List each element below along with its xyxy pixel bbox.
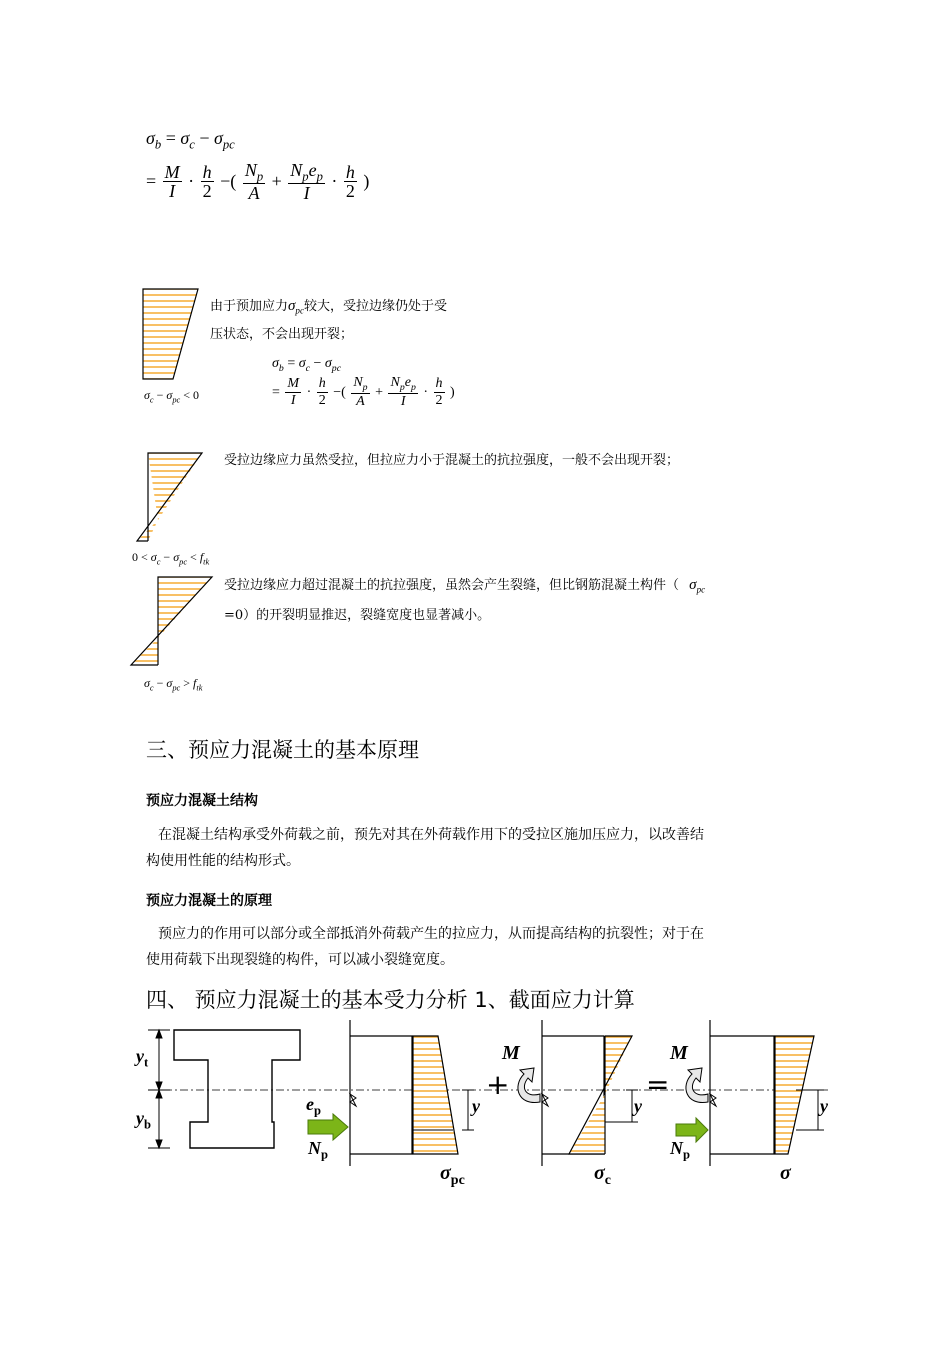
label-m-1: M <box>502 1042 520 1064</box>
fraction-npep-i: $\frac{N_pe_p}{I}$ <box>290 159 323 204</box>
section-4-title: 四、 预应力混凝土的基本受力分析 1、截面应力计算 <box>146 988 635 1012</box>
equals-sign: = <box>646 1068 670 1101</box>
label-y-1: y <box>472 1096 480 1116</box>
case-1-formula: $\sigma_b = \sigma_c - \sigma_{pc}$ = $\frac{M}{I}$ · $\frac{h}{2}$ −( $\frac{N_p}{A}$ + $\frac{N_pe_p}{I}$ · $\frac{h}{2}$ ) <box>272 356 455 409</box>
section-stress-diagram <box>128 1016 838 1192</box>
label-ep: $e_p$ <box>306 1094 322 1118</box>
case-2-text: 受拉边缘应力虽然受拉，但拉应力小于混凝土的抗拉强度，一般不会出现开裂； <box>224 453 680 468</box>
label-y-3: y <box>820 1096 828 1116</box>
plus-sign: + <box>486 1068 510 1101</box>
stress-diagram-case-3 <box>128 574 216 668</box>
label-np: $N_p$ <box>308 1138 329 1162</box>
label-np-2: $N_p$ <box>670 1138 691 1162</box>
label-y-2: y <box>634 1096 642 1116</box>
formula-top <box>146 128 369 204</box>
label-yb: $y_b$ <box>136 1108 152 1132</box>
case-3-text: 受拉边缘应力超过混凝土的抗拉强度，虽然会产生裂缝，但比钢筋混凝土构件（ $\sigma_{pc}$ =0）的开裂明显推迟，裂缝宽度也显著减小。 <box>224 577 706 623</box>
moment-diagram <box>518 1020 638 1166</box>
formula-line-1: $\sigma_b = \sigma_c - \sigma_{pc}$ <box>146 128 235 152</box>
section-3-sub1-text: 在混凝土结构承受外荷载之前，预先对其在外荷载作用下的受拉区施加压应力，以改善结 构使用性能的结构形式。 <box>146 827 704 869</box>
combined-diagram <box>676 1020 824 1166</box>
case-1-text: 由于预加应力$\sigma_{pc}$较大，受拉边缘仍处于受 压状态，不会出现开裂； <box>210 298 448 342</box>
moment-arrow-2 <box>686 1068 708 1103</box>
moment-arrow-1 <box>518 1068 540 1103</box>
label-sigma-pc: $\sigma_{pc}$ <box>440 1162 465 1188</box>
label-yt: $y_t$ <box>136 1046 149 1070</box>
fraction-np-a: $\frac{N_p}{A}$ <box>244 159 264 204</box>
section-3-sub2-title: 预应力混凝土的原理 <box>146 893 272 909</box>
stress-diagram-case-1 <box>140 286 202 382</box>
section-3-sub1-title: 预应力混凝土结构 <box>146 793 258 809</box>
dimension-lines <box>148 1030 170 1148</box>
label-sigma: σ <box>780 1162 791 1184</box>
fraction-h-2: $\frac{h}{2}$ <box>202 161 212 202</box>
label-m-2: M <box>670 1042 688 1064</box>
label-sigma-c: $\sigma_c$ <box>594 1162 611 1188</box>
section-3-title: 三、预应力混凝土的基本原理 <box>146 738 419 762</box>
i-section <box>174 1030 300 1148</box>
case-3-condition: $\sigma_c - \sigma_{pc} > f_{tk}$ <box>144 676 203 693</box>
case-2-condition: $0 < \sigma_c - \sigma_{pc} < f_{tk}$ <box>132 550 210 567</box>
case-1-condition: $\sigma_c - \sigma_{pc} < 0$ <box>144 388 200 405</box>
fraction-h-2b: $\frac{h}{2}$ <box>345 161 355 202</box>
section-3-sub2-text: 预应力的作用可以部分或全部抵消外荷载产生的拉应力，从而提高结构的抗裂性；对于在 使用荷载下出现裂缝的构件，可以减小裂缝宽度。 <box>146 926 704 968</box>
formula-line-2: = $\frac{M}{I}$ · $\frac{h}{2}$ −( $\frac{N_p}{A}$ + $\frac{N_pe_p}{I}$ · $\frac{h}{2}$ ) <box>146 159 370 204</box>
fraction-m-i: $\frac{M}{I}$ <box>164 161 180 202</box>
stress-diagram-case-2 <box>134 450 206 544</box>
prestress-diagram <box>308 1020 474 1166</box>
